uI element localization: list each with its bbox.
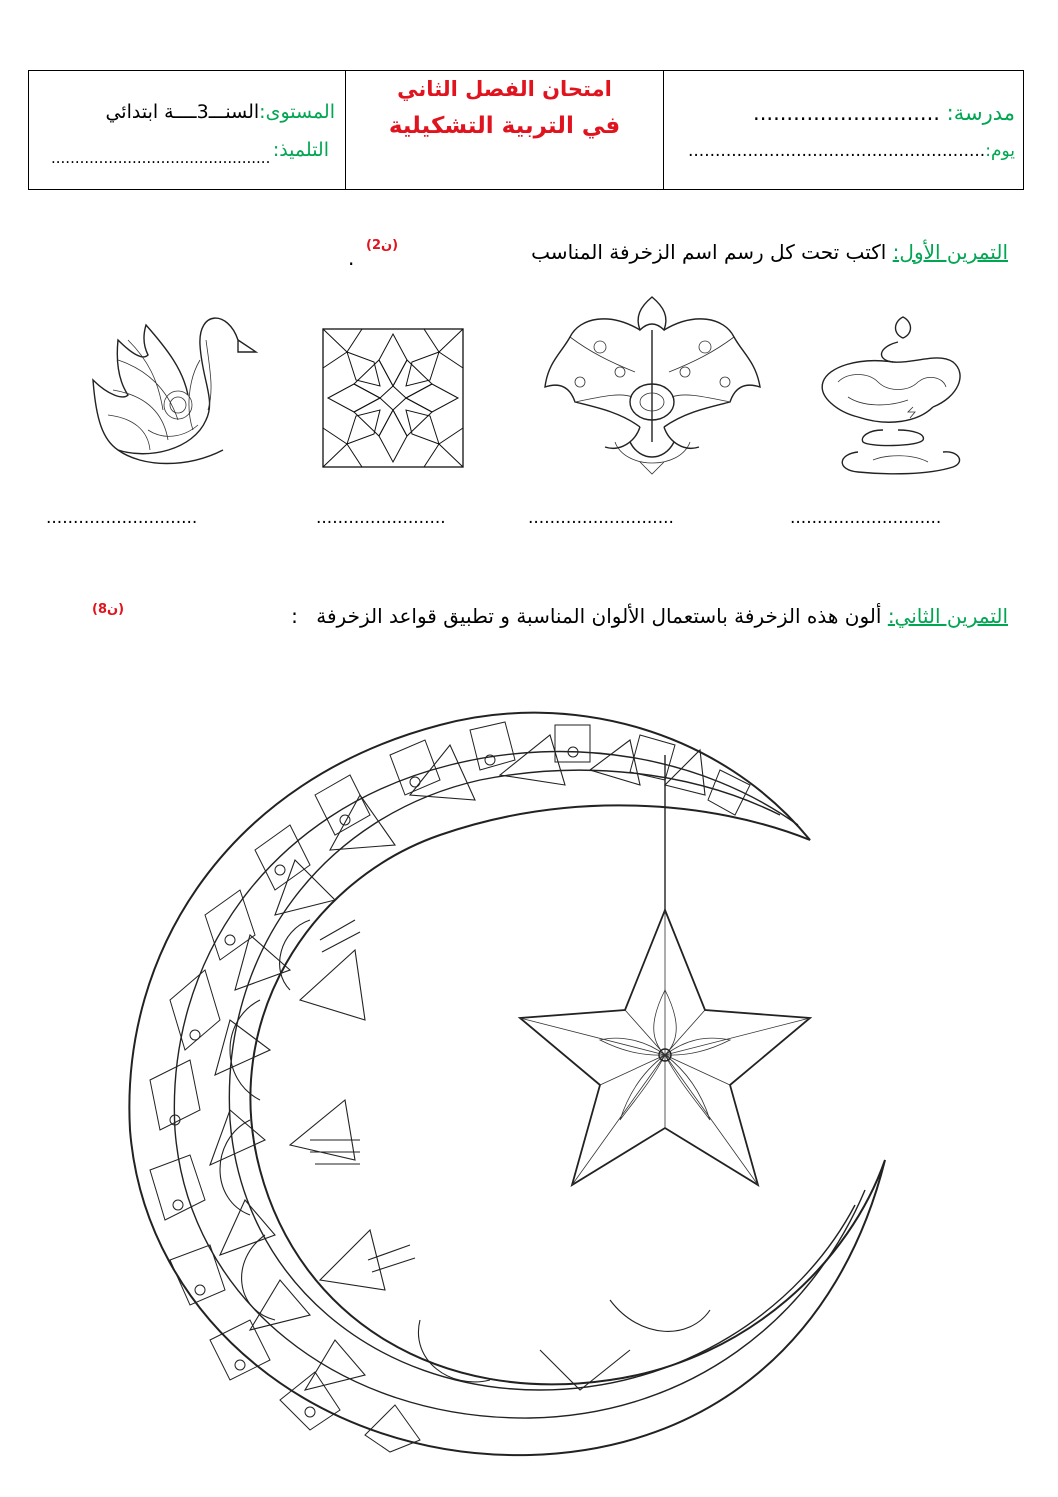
floral-arabesque-drawing xyxy=(540,292,765,477)
exercise1-title xyxy=(531,240,1008,264)
day-dots: ....................................................... xyxy=(688,141,986,161)
school-field xyxy=(753,101,1015,125)
school-label: مدرسة: xyxy=(946,101,1015,125)
exam-title-line1: امتحان الفصل الثاني xyxy=(397,77,612,101)
exercise1-label: التمرين الأول: xyxy=(892,240,1008,264)
exercise1-end-mark: . xyxy=(348,246,355,270)
answer-line-2[interactable]: ........................... xyxy=(528,508,674,528)
student-field xyxy=(273,139,329,161)
exercise2-points: (8ن) xyxy=(92,602,125,617)
level-label: المستوى: xyxy=(259,101,335,123)
student-label: التلميذ: xyxy=(272,139,329,161)
exercise2-colon: : xyxy=(291,604,298,628)
exercise1-instruction: اكتب تحت كل رسم اسم الزخرفة المناسب xyxy=(531,240,887,264)
zentangle-swan-drawing xyxy=(88,300,268,470)
crescent-and-star-coloring-drawing xyxy=(110,700,900,1470)
star-shape xyxy=(520,910,810,1185)
exam-title-line2: في التربية التشكيلية xyxy=(388,113,621,139)
exercise2-title xyxy=(291,604,1008,628)
school-info-cell xyxy=(663,71,1023,189)
answer-line-1[interactable]: ............................ xyxy=(790,508,942,528)
calligraphy-lantern-drawing xyxy=(818,312,968,477)
exam-header-table xyxy=(28,70,1024,190)
answer-line-4[interactable]: ............................ xyxy=(46,508,198,528)
level-field xyxy=(105,101,335,123)
answer-line-3[interactable]: ........................ xyxy=(316,508,446,528)
exercise1-points: (2ن) xyxy=(366,238,399,253)
level-value: السنـــ3ــــة ابتدائي xyxy=(105,101,260,123)
school-dots: ............................ xyxy=(753,101,940,125)
student-info-cell xyxy=(29,71,345,189)
day-field xyxy=(688,141,1015,161)
exercise2-label: التمرين الثاني: xyxy=(887,604,1008,628)
geometric-star-square-drawing xyxy=(322,328,464,468)
day-label: يوم: xyxy=(985,141,1015,161)
exercise2-instruction: ألون هذه الزخرفة باستعمال الألوان المناسبة و تطبيق قواعد الزخرفة xyxy=(316,604,882,628)
student-dots: .............................................. xyxy=(51,149,271,167)
exam-title-cell xyxy=(345,71,663,189)
